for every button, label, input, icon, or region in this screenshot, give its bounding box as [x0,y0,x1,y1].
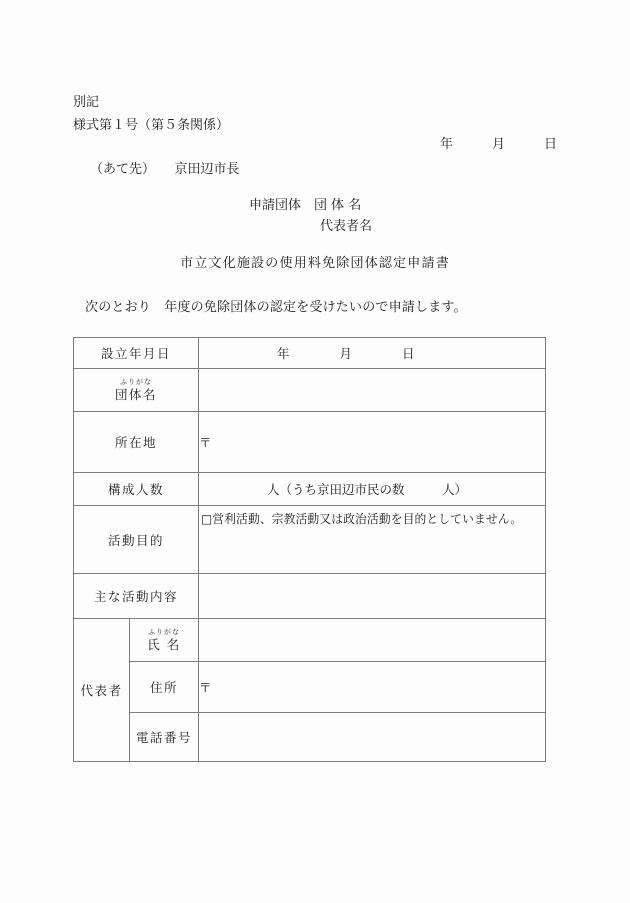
row-label-representative-group: 代表者 [74,619,130,762]
document-title: 市立文化施設の使用料免除団体認定申請書 [180,256,450,271]
table-row [74,662,546,713]
row-value-representative-name[interactable] [199,619,546,662]
row-value-representative-address[interactable] [199,662,546,713]
date-line: 年 月 日 [440,137,558,152]
applicant-organization-line: 申請団体 団 体 名 [249,198,362,213]
furigana-label-representative-name: ふりがな [148,628,180,637]
row-value-organization-name[interactable] [199,369,546,412]
row-value-address[interactable] [199,412,546,473]
postal-mark-icon: 〒 [199,435,212,450]
postal-mark-icon: 〒 [199,680,212,695]
table-row [74,574,546,619]
representative-name-line: 代表者名 [320,219,373,234]
row-label-establishment-date: 設立年月日 [74,338,199,369]
form-number: 様式第１号（第５条関係） [73,118,230,133]
table-row [74,338,546,369]
note-label: 別記 [73,95,100,110]
table-row [74,369,546,412]
row-value-establishment-date[interactable] [199,338,546,369]
table-row [74,619,546,662]
row-label-organization-name [74,369,199,412]
table-row [74,713,546,762]
organization-name-label: 団体名 [115,386,158,402]
member-count-text: 人（うち京田辺市民の数 人） [267,482,468,497]
row-value-main-activities[interactable] [199,574,546,619]
representative-name-label: 氏 名 [147,636,181,652]
row-label-representative-address: 住所 [130,662,199,713]
table-row [74,412,546,473]
row-label-representative-phone: 電話番号 [130,713,199,762]
furigana-label-organization-name: ふりがな [120,378,152,387]
table-row [74,506,546,574]
row-value-activity-purpose[interactable] [199,506,546,574]
row-label-member-count: 構成人数 [74,473,199,506]
recipient-line: （あて先） 京田辺市長 [90,162,240,177]
establishment-date-text: 年 月 日 [277,346,415,361]
table-row [74,473,546,506]
row-label-representative-name [130,619,199,662]
row-value-member-count[interactable] [199,473,546,506]
intro-sentence: 次のとおり 年度の免除団体の認定を受けたいので申請します。 [85,300,467,315]
row-label-activity-purpose: 活動目的 [74,506,199,574]
application-form-table [73,337,546,762]
row-value-representative-phone[interactable] [199,713,546,762]
row-label-main-activities: 主な活動内容 [74,574,199,619]
activity-purpose-checkbox-line[interactable]: □営利活動、宗教活動又は政治活動を目的としていません。 [201,512,523,526]
row-label-address: 所在地 [74,412,199,473]
